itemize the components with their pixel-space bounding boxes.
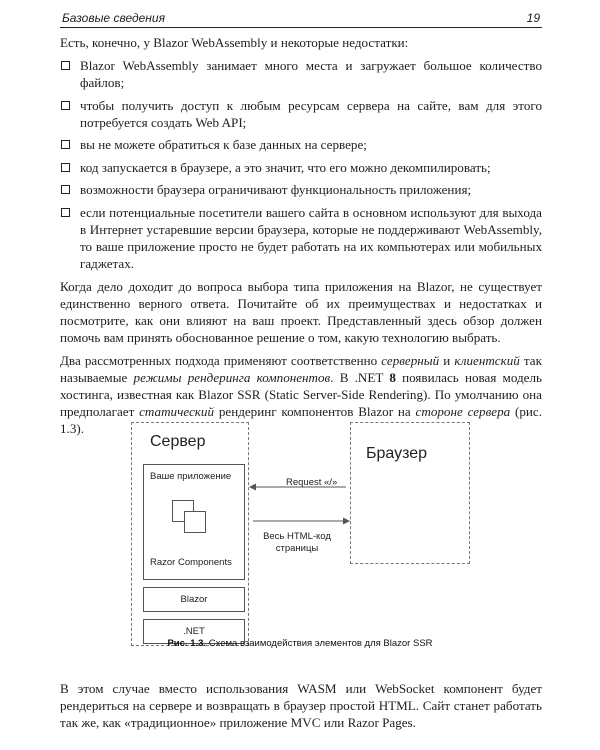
checkbox-bullet-icon: [61, 163, 70, 172]
checkbox-bullet-icon: [61, 208, 70, 217]
drawbacks-list: [60, 57, 542, 272]
request-label: Request «/»: [286, 477, 338, 488]
request-arrowhead-icon: [249, 484, 256, 491]
ssr-diagram: [60, 414, 540, 654]
razor-components-label: Razor Components: [150, 557, 232, 568]
list-item: Blazor WebAssembly занимает много места и загружает большое количество файлов;: [60, 57, 542, 91]
render-modes-paragraph: Два рассмотренных подхода применяют соответственно серверный и клиентский так называемые режимы рендеринга компонентов. В .NET 8 появилась новая модель хостинга, известная как Blazor SSR (Static Server-Side Rendering). По умолчанию она предполагает статический рендеринг компонентов Blazor на стороне сервера (рис. 1.3).: [60, 352, 542, 436]
browser-title: Браузер: [366, 445, 428, 462]
section-title: Базовые сведения: [62, 11, 165, 25]
checkbox-bullet-icon: [61, 101, 70, 110]
response-label: Весь HTML-код страницы: [263, 531, 331, 554]
choice-paragraph: Когда дело доходит до вопроса выбора типа приложения на Blazor, не существует единственно верного ответа. Почитайте об их преимуществах и недостатках и посмотрите, как они влияют на ваш проект. Представленный здесь обзор должен помочь вам принять обоснованное решение о том, какую технологию выбрать.: [60, 278, 542, 345]
checkbox-bullet-icon: [61, 61, 70, 70]
server-title: Сервер: [150, 433, 206, 450]
response-arrowhead-icon: [343, 518, 350, 525]
intro-paragraph: Есть, конечно, у Blazor WebAssembly и некоторые недостатки:: [60, 35, 409, 50]
your-app-label: Ваше приложение: [150, 471, 232, 482]
bottom-paragraph: В этом случае вместо использования WASM или WebSocket компонент будет рендериться на сервере и возвращать в браузер простой HTML. Сайт станет работать так же, как «традиционное» приложение MVC или Razor Pages.: [60, 681, 542, 730]
dotnet-layer: .NET: [143, 619, 245, 644]
list-item: если потенциальные посетители вашего сайта в основном используют для выхода в Интернет устаревшие версии браузера, которые не поддерживают WebAssembly, то ваше приложение просто не будет работать на их компьютерах или мобильных гаджетах.: [60, 204, 542, 272]
body-text: [60, 34, 542, 443]
list-item: вы не можете обратиться к базе данных на сервере;: [60, 136, 542, 153]
page-number: 19: [526, 11, 540, 25]
checkbox-bullet-icon: [61, 140, 70, 149]
running-header: [60, 9, 542, 28]
list-item: чтобы получить доступ к любым ресурсам сервера на сайте, вам для этого потребуется создать Web API;: [60, 97, 542, 131]
checkbox-bullet-icon: [61, 185, 70, 194]
list-item: код запускается в браузере, а это значит, что его можно декомпилировать;: [60, 159, 542, 176]
list-item: возможности браузера ограничивают функциональность приложения;: [60, 181, 542, 198]
blazor-layer: Blazor: [143, 587, 245, 612]
figure-caption: Рис. 1.3. Схема взаимодействия элементов для Blazor SSR: [167, 638, 433, 649]
